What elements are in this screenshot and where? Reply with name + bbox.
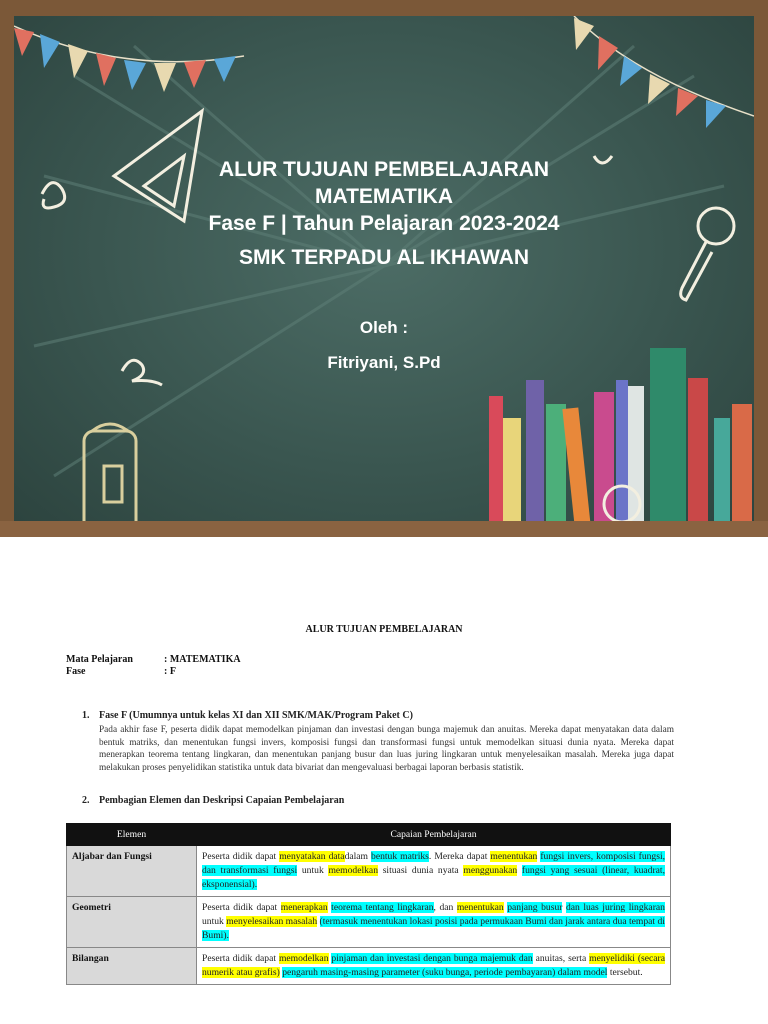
header-outcome: Capaian Pembelajaran (197, 824, 671, 846)
highlighted-text: menyatakan data (279, 851, 345, 862)
meta-key: Fase (66, 666, 86, 677)
text-segment: dalam (344, 851, 372, 862)
text-segment: , dan (433, 902, 457, 913)
highlighted-text: menentukan (456, 902, 504, 913)
learning-outcomes-table (66, 823, 671, 985)
highlighted-text: pengaruh masing-masing parameter (suku bunga, periode pembayaran) dalam model (282, 967, 608, 978)
chalkboard (14, 16, 754, 534)
text-segment: Peserta didik dapat (202, 851, 280, 862)
meta-key: Mata Pelajaran (66, 654, 133, 665)
highlighted-text: panjang busur (507, 902, 563, 913)
table-header-row (67, 824, 671, 846)
highlighted-text: menggunakan (463, 865, 518, 876)
element-cell: Aljabar dan Fungsi (67, 846, 197, 897)
element-cell: Geometri (67, 897, 197, 948)
section-heading: Fase F (Umumnya untuk kelas XI dan XII SMK/MAK/Program Paket C) (99, 710, 413, 721)
text-segment: . Mereka dapat (428, 851, 491, 862)
section-number: 2. (82, 795, 90, 806)
table-row (67, 948, 671, 985)
cover-by-label: Oleh : (359, 318, 409, 337)
highlighted-text: menyelidiki (secara numerik atau grafis) (202, 953, 666, 978)
cover-author: Fitriyani, S.Pd (327, 353, 441, 372)
table-row (67, 897, 671, 948)
highlighted-text: memodelkan (278, 953, 329, 964)
highlighted-text: dan luas juring lingkaran (565, 902, 665, 913)
table-row (67, 846, 671, 897)
highlighted-text: bentuk matriks (371, 851, 429, 862)
highlighted-text: menerapkan (280, 902, 328, 913)
meta-phase (66, 666, 176, 677)
outcome-cell (197, 897, 671, 948)
text-segment: untuk (202, 916, 227, 927)
cover-school: SMK TERPADU AL IKHAWAN (238, 246, 530, 269)
highlighted-text: fungsi yang sesuai (linear, kuadrat, eksponensial). (202, 865, 665, 890)
text-segment: untuk (297, 865, 329, 876)
chalk-doodles (14, 16, 754, 534)
highlighted-text: menentukan (490, 851, 538, 862)
highlighted-text: pinjaman dan investasi dengan bunga majemuk dan (331, 953, 533, 964)
meta-value: : F (164, 666, 176, 677)
section-number: 1. (82, 710, 90, 721)
outcome-cell (197, 846, 671, 897)
meta-subject (66, 654, 241, 665)
text-segment: tersebut. (607, 967, 643, 978)
cover-title-line: Fase F | Tahun Pelajaran 2023-2024 (208, 212, 560, 235)
board-frame-bottom (0, 521, 768, 537)
text-segment: Peserta didik dapat (202, 953, 279, 964)
table-body (67, 846, 671, 985)
document-title: ALUR TUJUAN PEMBELAJARAN (305, 624, 463, 635)
section-heading: Pembagian Elemen dan Deskripsi Capaian Pembelajaran (99, 795, 345, 806)
cover-title-line: ALUR TUJUAN PEMBELAJARAN (218, 158, 550, 181)
phase-description: Pada akhir fase F, peserta didik dapat memodelkan pinjaman dan investasi dengan bunga majemuk dan anuitas. Mereka dapat menyatakan data dalam bentuk matriks, dan menentukan fungsi invers, komposisi fungsi dan transformasi fungsi untuk memodelkan situasi dunia nyata. Mereka dapat menerapkan teorema tentang lingkaran, dan menentukan panjang busur dan luas juring lingkaran untuk menyelesaikan masalah. Mereka juga dapat melakukan proses penyelidikan statistika untuk data bivariat dan mengevaluasi berbagai laporan berbasis statistik. (99, 725, 674, 773)
text-segment: Peserta didik dapat (202, 902, 281, 913)
outcome-cell (197, 948, 671, 985)
highlighted-text: fungsi invers, komposisi fungsi, dan transformasi fungsi (202, 851, 666, 876)
cover-title (0, 156, 768, 237)
meta-value: : MATEMATIKA (164, 654, 241, 665)
cover-title-line: MATEMATIKA (314, 185, 454, 208)
document-page (0, 537, 768, 1024)
header-element: Elemen (67, 824, 197, 846)
highlighted-text: memodelkan (328, 865, 378, 876)
highlighted-text: menyelesaikan masalah (226, 916, 318, 927)
text-segment: anuitas, serta (532, 953, 590, 964)
highlighted-text: (termasuk menentukan lokasi posisi pada permukaan Bumi dan jarak antara dua tempat di Bumi). (202, 916, 665, 941)
text-segment: situasi dunia nyata (378, 865, 464, 876)
element-cell: Bilangan (67, 948, 197, 985)
highlighted-text: teorema tentang lingkaran (331, 902, 434, 913)
